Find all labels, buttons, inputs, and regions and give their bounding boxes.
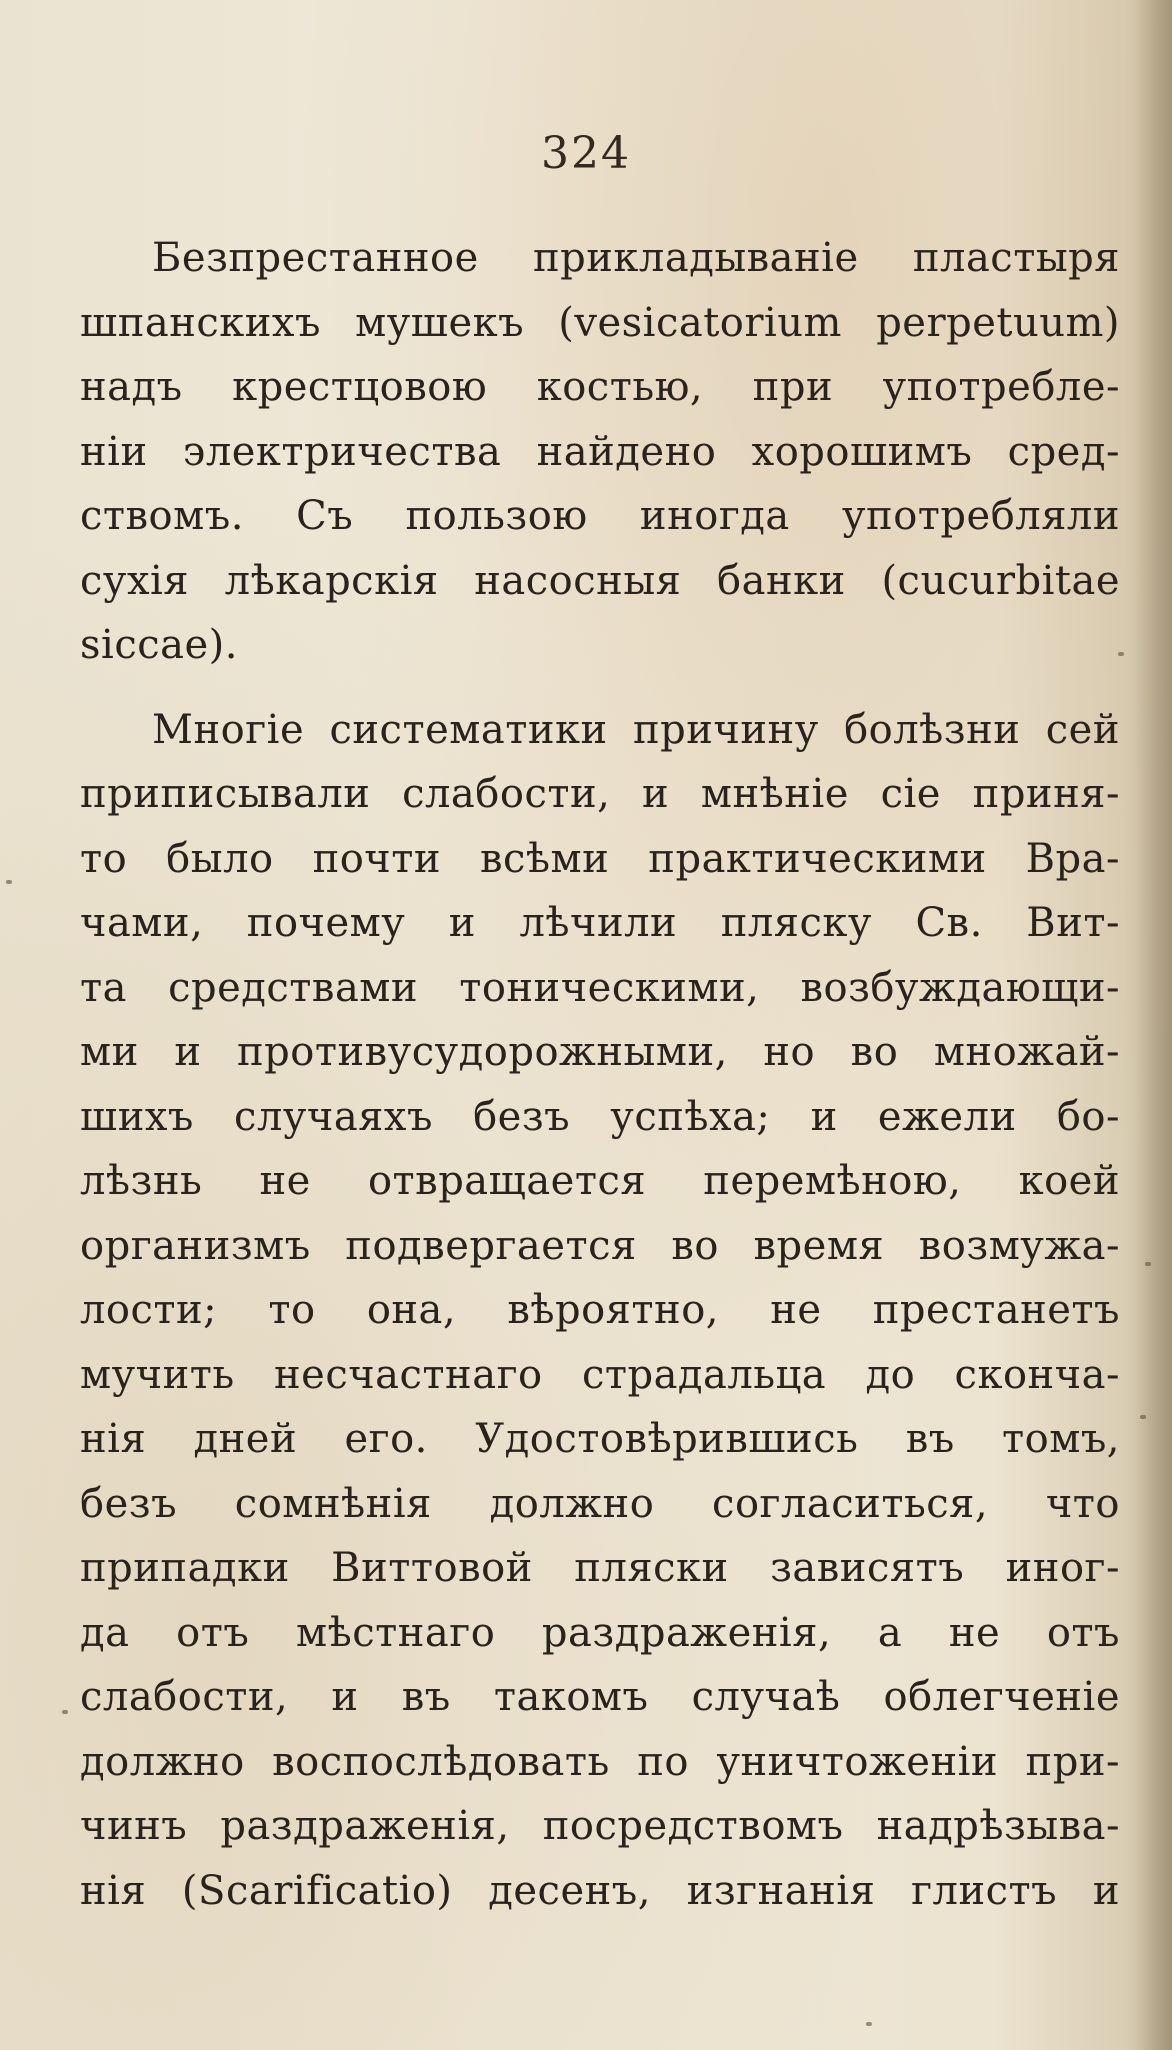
text-line: та средствами тоническими, возбуждающи- [80,964,1120,1011]
text-line: надъ крестцовою костью, при употребле- [80,364,1120,410]
text-line: нія (Scarificatio) десенъ, изгнанія глистъ и [80,1867,1120,1914]
text-line: шихъ случаяхъ безъ успѣха; и ежели бо- [80,1093,1120,1140]
body-text [80,226,1120,1923]
text-line: приписывали слабости, и мнѣніе сіе приня- [80,771,1120,817]
ink-speck [6,880,12,884]
text-line: припадки Виттовой пляски зависятъ иног- [80,1545,1120,1591]
text-line: лѣзнь не отвращается перемѣною, коей [80,1158,1120,1204]
page-edge-shadow [1136,0,1172,2050]
ink-speck [866,2022,872,2026]
text-line: организмъ подвергается во время возмужа- [80,1222,1120,1269]
paragraph-gap [80,678,1120,698]
page-number: 324 [541,128,631,179]
ink-speck [1118,652,1124,656]
text-line: шпанскихъ мушекъ (vesicatorium perpetuum) [80,299,1120,346]
text-line: чами, почему и лѣчили пляску Св. Вит- [80,900,1120,946]
text-line: должно воспослѣдовать по уничтоженіи при- [80,1738,1120,1785]
text-line: ми и противусудорожными, но во множай- [80,1029,1120,1075]
text-line: нія дней его. Удостовѣрившись въ томъ, [80,1416,1120,1462]
text-line: да отъ мѣстнаго раздраженія, а не отъ [80,1609,1120,1656]
text-line: ніи электричества найдено хорошимъ сред- [80,428,1120,475]
text-line: лости; то она, вѣроятно, не престанетъ [80,1287,1120,1333]
paragraph [80,698,1120,1924]
text-line: Безпрестанное прикладываніе пластыря [152,235,1120,281]
paragraph [80,226,1120,678]
text-line: слабости, и въ такомъ случаѣ облегченіе [80,1674,1120,1720]
text-line: ствомъ. Съ пользою иногда употребляли [80,493,1120,539]
text-line: Многіе систематики причину болѣзни сей [152,706,1120,753]
text-line: чинъ раздраженія, посредствомъ надрѣзыва- [80,1803,1120,1849]
text-line: безъ сомнѣнія должно согласиться, что [80,1480,1120,1527]
text-line: siccae). [80,622,238,668]
text-line: то было почти всѣми практическими Вра- [80,835,1120,882]
ink-speck [62,1710,68,1714]
text-line: мучить несчастнаго страдальца до сконча- [80,1351,1120,1398]
text-line: сухія лѣкарскія насосныя банки (cucurbitae [80,557,1120,604]
